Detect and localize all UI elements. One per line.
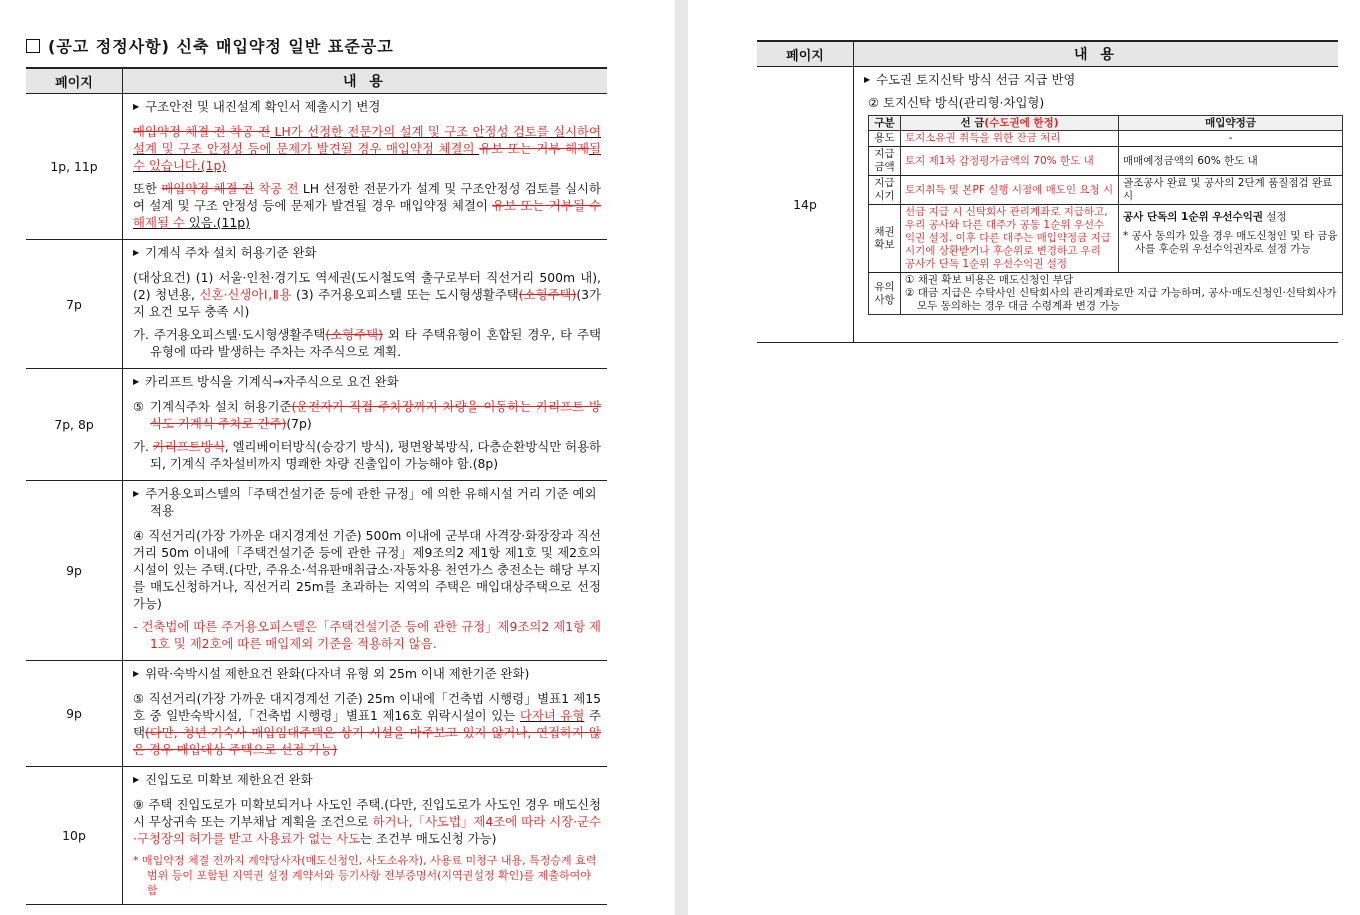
table-header-row [26,68,607,94]
inner-header-row [869,116,1343,131]
paragraph: ④ 직선거리(가장 가까운 대지경계선 기준) 500m 이내에 군부대 사격장·화장장과 직선거리 50m 이내에「주택건설기준 등에 관한 규정」제9조의2 제1항 제1호 및 제2호의 시설이 있는 주택.(다만, 주유소·석유판매취급소·자동차용 천연가스 충전소는 해당 부지를 매도신청하거나, 직선거리 25m를 초과하는 지역의 주택은 매입대상주택으로 선정가능) [133,528,601,611]
triangle-bullet-icon: ▶ [133,248,140,257]
checkbox-square-icon [26,39,40,53]
inner-row-notes: 유의 사항 ① 채권 확보 비용은 매도신청인 부담 ② 대금 지급은 수탁사인 신탁회사의 관리계좌로만 지급 가능하며, 공사·매도신청인·신탁회사가 모두 동의하는 경우 대금 수령계좌 변경 가능 [869,273,1343,315]
inner-header-advance: 선 금(수도권에 한정) [901,116,1119,131]
page-cell: 14p [757,67,854,343]
page-cell: 7p, 8p [26,369,123,481]
paragraph: 또한 매입약정 체결 전 착공 전 LH 선정한 전문가가 설계 및 구조안정성 검토를 실시하여 설계 및 구조 안정성 등에 문제가 발견될 경우 매입약정 체결이 유보 또는 거부될 수 해제될 수 있음.(11p) [133,181,601,230]
table-header-row [757,41,1338,67]
table-row [26,481,607,661]
inner-header-purchase: 매입약정금 [1119,116,1343,131]
paragraph: 가. 카리프트방식, 엘리베이터방식(승강기 방식), 평면왕복방식, 다층순환방식만 허용하되, 기계식 주차설비까지 명쾌한 차량 진출입이 가능해야 함.(8p) [133,439,602,471]
document-title: (공고 정정사항) 신축 매입약정 일반 표준공고 [26,34,394,57]
table-row [26,661,607,767]
table-row [26,767,607,905]
table-row [26,369,607,481]
paragraph: ⑤ 직선거리(가장 가까운 대지경계선 기준) 25m 이내에「건축법 시행령」별표1 제15호 중 일반숙박시설,「건축법 시행령」별표1 제16호 위락시설이 있는 다자녀 유형 주택(다만, 청년·기숙사 매입임대주택은 상기 시설을 마주보고 있지 않거나, 연접하지 않은 경우 매입대상 주택으로 선정 가능) [133,691,601,757]
triangle-bullet-icon: ▶ [133,775,140,784]
header-page: 페이지 [26,68,123,94]
inner-row-security: 채권 확보 선금 지급 시 신탁회사 관리계좌로 지급하고, 우리 공사와 다른 대주가 공동 1순위 우선수익권 설정. 이후 다른 대주는 매입약정금 지급시기에 상환받거나 후순위로 변경하고 우리 공사가 단독 1순위 우선수익권 설정 공사 단독의 1순위 우선수익권 설정 * 공사 동의가 있을 경우 매도신청인 및 타 금융사를 후순위 우선수익권자로 설정 가능 [869,205,1343,273]
footnote: * 매입약정 체결 전까지 계약당사자(매도신청인, 사도소유자), 사용료 미청구 내용, 특정승계 효력범위 등이 포함된 지역권 설정 계약서와 등기사항 전부증명서(지역권설정 확인)를 제출하여야 함 [133,854,597,897]
paragraph: ⑨ 주택 진입도로가 미확보되거나 사도인 주택.(다만, 진입도로가 사도인 경우 매도신청 시 무상귀속 또는 기부채납 계획을 조건으로 하거나,「사도법」제4조에 따라 시장·군수·구청장의 허가를 받고 사용료가 없는 사도는 조건부 매도신청 가능) [133,797,601,846]
inner-row-usage: 용도 토지소유권 취득을 위한 잔금 처리 - [869,131,1343,147]
page-cell: 9p [26,661,123,767]
paragraph: 매입약정 체결 전 착공 전 LH가 선정한 전문가의 설계 및 구조 안정성 검토를 실시하여 설계 및 구조 안정성 등에 문제가 발견될 경우 매입약정 체결의 유보 또는 거부 해제될 수 있습니다.(1p) [133,124,601,173]
content-cell [123,661,608,767]
page-cell: 1p, 11p [26,94,123,240]
triangle-bullet-icon: ▶ [133,102,140,111]
row-heading: ▶ 진입도로 미확보 제한요건 완화 [133,772,313,787]
trust-advance-table [757,40,1338,343]
table-row [757,67,1338,343]
header-content: 내 용 [123,68,608,94]
content-cell [123,481,608,661]
header-content: 내 용 [854,41,1339,67]
triangle-bullet-icon: ▶ [133,377,140,386]
row-heading: ▶ 주거용오피스텔의「주택건설기준 등에 관한 규정」에 의한 유해시설 거리 기준 예외 적용 [133,486,597,518]
triangle-bullet-icon: ▶ [133,489,140,498]
table-row [26,240,607,369]
inner-row-timing: 지급 시기 토지취득 및 본PF 실행 시점에 매도인 요청 시 골조공사 완료 및 공사의 2단계 품질점검 완료 시 [869,176,1343,205]
page-cell: 7p [26,240,123,369]
revision-table [26,67,607,905]
trust-method-table [868,115,1343,315]
inner-row-amount: 지급 금액 토지 제1차 감정평가금액의 70% 한도 내 매매예정금액의 60% 한도 내 [869,147,1343,176]
inner-header-category: 구분 [869,116,901,131]
content-cell [123,94,608,240]
paragraph: - 건축법에 따른 주거용오피스텔은「주택건설기준 등에 관한 규정」제9조의2 제1항 제1호 및 제2호에 따른 매입제외 기준을 적용하지 않음. [133,619,601,651]
content-cell [123,240,608,369]
paragraph: ⑤ 기계식주차 설치 허용기준(운전자가 직접 주차장까지 차량을 이동하는 카리프트 방식도 기계식 주차로 간주)(7p) [133,399,601,431]
paragraph: (대상요건) (1) 서울·인천·경기도 역세권(도시철도역 출구로부터 직선거리 500m 내), (2) 청년용, 신혼·신생아Ⅰ,Ⅱ용 (3) 주거용오피스텔 또는 도시형생활주택(소형주택)(3가지 요건 모두 충족 시) [133,270,601,319]
table-row [26,94,607,240]
triangle-bullet-icon: ▶ [133,669,140,678]
left-document-page [0,0,675,915]
row-heading: ▶ 위락·숙박시설 제한요건 완화(다자녀 유형 외 25m 이내 제한기준 완화) [133,666,530,681]
row-heading: ▶ 카리프트 방식을 기계식→자주식으로 요건 완화 [133,374,399,389]
row-heading: ▶ 구조안전 및 내진설계 확인서 제출시기 변경 [133,99,381,114]
page-cell: 10p [26,767,123,905]
header-page: 페이지 [757,41,854,67]
content-cell [854,67,1339,343]
paragraph: 가. 주거용오피스텔·도시형생활주택(소형주택) 외 타 주택유형이 혼합된 경우, 타 주택유형에 따라 발생하는 주차는 자주식으로 계획. [133,327,601,359]
content-cell [123,767,608,905]
page-cell: 9p [26,481,123,661]
row-heading: ▶ 기계식 주차 설치 허용기준 완화 [133,245,317,260]
sub-heading: ② 토지신탁 방식(관리형·차입형) [868,95,1045,110]
triangle-bullet-icon: ▶ [864,75,871,84]
row-heading: ▶ 수도권 토지신탁 방식 선금 지급 반영 [864,72,1076,87]
content-cell [123,369,608,481]
